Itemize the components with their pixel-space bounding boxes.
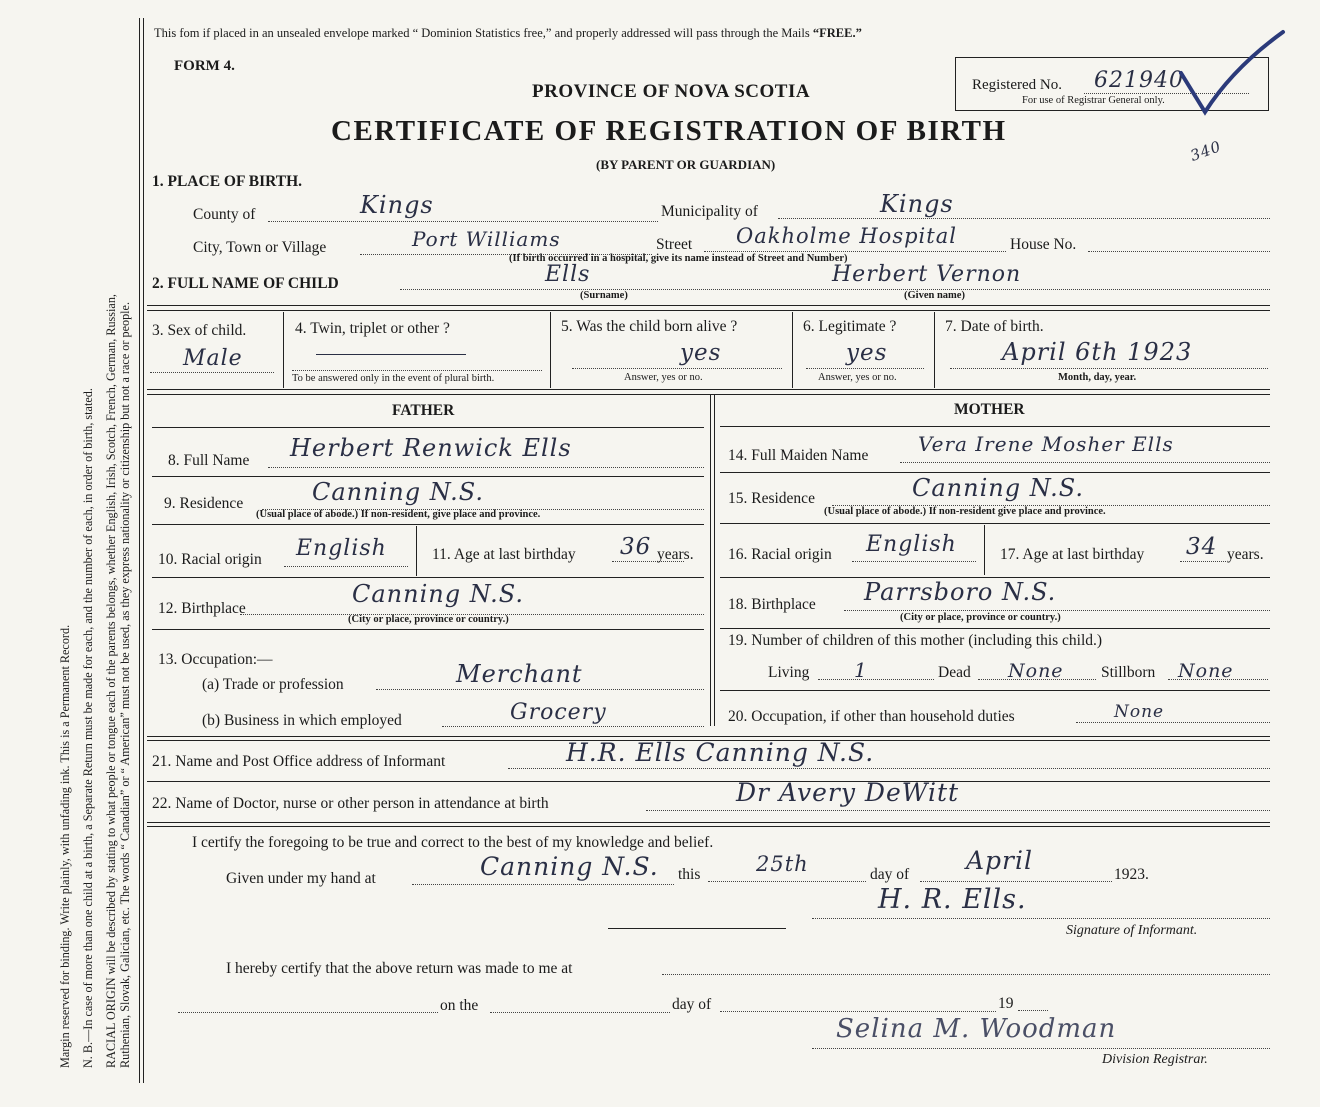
mother-name-dots: [900, 462, 1270, 463]
alive-label: 5. Was the child born alive ?: [561, 318, 738, 335]
registrar-year-prefix: 19: [998, 995, 1014, 1012]
informant-signature: H. R. Ells.: [878, 884, 1027, 915]
registrar-onthe-label: on the: [440, 997, 479, 1014]
child-name-label: 2. FULL NAME OF CHILD: [152, 275, 339, 292]
parents-divider-right: [714, 394, 715, 726]
father-trade-label: (a) Trade or profession: [202, 676, 344, 693]
mother-rule-1: [720, 472, 1270, 473]
col-div-3: [283, 312, 284, 388]
mother-rule-5: [720, 690, 1270, 691]
mother-years-label: years.: [1227, 546, 1264, 563]
rule-21: [147, 781, 1270, 782]
month-dots: [920, 881, 1112, 882]
father-residence-caption: (Usual place of abode.) If non-resident, give place and province.: [256, 509, 541, 520]
sex-dots: [150, 372, 274, 373]
house-dots: [1088, 251, 1270, 252]
rule-mid-2: [147, 394, 1270, 395]
father-rule-1: [152, 476, 704, 477]
registrar-place-dots: [662, 974, 1270, 975]
registrar-month-dots: [720, 1011, 996, 1012]
rule-lower-1: [147, 736, 1270, 737]
legitimate-dots: [806, 368, 924, 369]
mail-free-text: This fo​m if placed in an unsealed envelope marked “ Dominion Statistics free,” and properly addressed will pass through the Mails: [154, 26, 810, 40]
father-birthplace-caption: (City or place, province or country.): [348, 614, 509, 625]
col-div-4: [550, 312, 551, 388]
mother-race-dots: [852, 561, 976, 562]
child-given-name: Herbert Vernon: [832, 262, 1022, 287]
legitimate-caption: Answer, yes or no.: [818, 372, 897, 383]
this-label: this: [678, 866, 701, 883]
father-name-dots: [268, 467, 704, 468]
certificate-subtitle: (BY PARENT OR GUARDIAN): [596, 157, 776, 172]
registrar-dayof-label: day of: [672, 996, 712, 1013]
father-business-label: (b) Business in which employed: [202, 712, 402, 729]
mother-birthplace-caption: (City or place, province or country.): [900, 612, 1061, 623]
living-value: 1: [854, 658, 868, 682]
informant-signature-dots: [812, 918, 1270, 919]
doctor-value: Dr Avery DeWitt: [736, 778, 960, 807]
check-mark-icon: [1175, 28, 1290, 123]
sex-label: 3. Sex of child.: [152, 322, 247, 339]
county-dots: [268, 221, 658, 222]
child-surname: Ells: [545, 262, 591, 287]
year-value: 1923.: [1114, 866, 1149, 883]
living-dots: [818, 679, 934, 680]
father-occupation-label: 13. Occupation:—: [158, 651, 273, 668]
father-birthplace-value: Canning N.S.: [352, 580, 525, 608]
informant-signature-caption: Signature of Informant.: [1066, 923, 1198, 938]
rule-top-2: [147, 310, 1270, 311]
day-dots: [708, 881, 866, 882]
city-label: City, Town or Village: [193, 239, 327, 256]
informant-dots: [508, 768, 1270, 769]
father-residence-label: 9. Residence: [164, 495, 244, 512]
father-trade-value: Merchant: [456, 660, 583, 688]
mother-children-label: 19. Number of children of this mother (including this child.): [728, 632, 1103, 649]
registrar-caption: Division Registrar.: [1102, 1052, 1208, 1067]
mother-birthplace-label: 18. Birthplace: [728, 596, 816, 613]
father-name-value: Herbert Renwick Ells: [290, 434, 572, 462]
hospital-note: (If birth occurred in a hospital, give its name instead of Street and Number): [509, 253, 848, 264]
twin-dots: [292, 370, 542, 371]
alive-caption: Answer, yes or no.: [624, 372, 703, 383]
informant-label: 21. Name and Post Office address of Informant: [152, 753, 446, 770]
father-race-label: 10. Racial origin: [158, 551, 262, 568]
registrar-year-dots: [1018, 1010, 1048, 1011]
stillborn-value: None: [1178, 660, 1234, 682]
stillborn-label: Stillborn: [1101, 664, 1156, 681]
street-dots: [704, 251, 1006, 252]
mother-residence-caption: (Usual place of abode.) If non-resident give place and province.: [824, 506, 1106, 517]
sidebar-note-4: Ruthenian, Slovak, Galician, etc. The words “ Canadian” or “ American” must not be used, as they express nationality or citizenship but not a race or people.: [118, 301, 132, 1068]
dead-value: None: [1008, 660, 1064, 682]
father-rule-4: [152, 629, 704, 630]
certificate-title: CERTIFICATE OF REGISTRATION OF BIRTH: [331, 115, 1007, 147]
registrar-statement: I hereby certify that the above return was made to me at: [226, 960, 573, 977]
mother-residence-label: 15. Residence: [728, 490, 815, 507]
mother-age-dots: [1180, 561, 1226, 562]
father-business-dots: [442, 726, 704, 727]
mother-birthplace-value: Parrsboro N.S.: [864, 578, 1057, 606]
dob-label: 7. Date of birth.: [945, 318, 1044, 335]
sidebar-note-2: N. B.—In case of more than one child at a birth, a Separate Return must be made for each, and the number of each, in order of birth, stated.: [81, 388, 95, 1068]
rule-mid-1: [147, 389, 1270, 390]
mother-rule-2: [720, 523, 1270, 524]
form-number: FORM 4.: [174, 58, 235, 74]
father-heading: FATHER: [392, 402, 455, 419]
alive-value: yes: [680, 340, 722, 366]
mother-occupation-dots: [1076, 722, 1270, 723]
sex-value: Male: [183, 346, 243, 371]
registered-label: Registered No.: [972, 77, 1062, 93]
father-age-label: 11. Age at last birthday: [432, 546, 576, 563]
sidebar-note-3: RACIAL ORIGIN will be described by stating to what people or tongue each of the parents belongs, whether English, Irish, Scotch, French, German, Russian,: [104, 294, 118, 1068]
registrar-onthe-dots: [178, 1012, 438, 1013]
municipality-label: Municipality of: [661, 203, 758, 220]
registrar-signature-dots: [812, 1048, 1270, 1049]
twin-note: To be answered only in the event of plural birth.: [292, 373, 495, 384]
given-label: Given under my hand at: [226, 870, 376, 887]
certify-statement: I certify the foregoing to be true and correct to the best of my knowledge and belief.: [192, 834, 714, 851]
father-trade-dots: [376, 689, 704, 690]
father-residence-value: Canning N.S.: [312, 478, 485, 506]
dob-dots: [950, 368, 1268, 369]
registered-note: For use of Registrar General only.: [1022, 95, 1165, 106]
municipality-dots: [778, 218, 1270, 219]
county-label: County of: [193, 206, 256, 223]
parents-divider-left: [710, 394, 711, 726]
doctor-label: 22. Name of Doctor, nurse or other person in attendance at birth: [152, 795, 549, 812]
mother-race-value: English: [866, 532, 957, 557]
mail-free-bold: “FREE.”: [812, 26, 862, 40]
short-rule: [608, 928, 786, 929]
dead-label: Dead: [938, 664, 971, 681]
informant-value: H.R. Ells Canning N.S.: [566, 738, 875, 767]
mother-race-divider: [984, 525, 985, 575]
mother-occupation-value: None: [1114, 702, 1165, 722]
mother-birthplace-dots: [844, 610, 1270, 611]
month-value: April: [966, 846, 1033, 875]
father-race-dots: [284, 566, 408, 567]
day-value: 25th: [756, 852, 809, 876]
alive-dots: [572, 368, 782, 369]
city-value: Port Williams: [412, 227, 561, 251]
father-age-value: 36: [620, 534, 652, 560]
dayof-label: day of: [870, 866, 910, 883]
father-rule-3: [152, 577, 704, 578]
sidebar-note-1: Margin reserved for binding. Write plainly, with unfading ink. This is a Permanent Record.: [58, 624, 72, 1068]
mother-name-label: 14. Full Maiden Name: [728, 447, 869, 464]
rule-22a: [147, 822, 1270, 823]
mother-heading: MOTHER: [954, 401, 1025, 418]
father-years-label: years.: [657, 546, 694, 563]
province-heading: PROVINCE OF NOVA SCOTIA: [532, 81, 811, 102]
binding-margin-line-inner: [143, 18, 144, 1083]
father-race-value: English: [296, 536, 387, 561]
place-of-birth-heading: 1. PLACE OF BIRTH.: [152, 173, 303, 190]
registrar-day-dots: [490, 1012, 670, 1013]
registrar-signature: Selina M. Woodman: [836, 1014, 1117, 1044]
twin-label: 4. Twin, triplet or other ?: [295, 320, 450, 337]
father-race-divider: [416, 526, 417, 576]
dob-caption: Month, day, year.: [1058, 372, 1137, 383]
doctor-dots: [646, 810, 1270, 811]
mother-rule-0: [720, 426, 1270, 427]
municipality-value: Kings: [880, 190, 954, 218]
mother-age-label: 17. Age at last birthday: [1000, 546, 1145, 563]
father-birthplace-label: 12. Birthplace: [158, 600, 246, 617]
surname-caption: (Surname): [580, 290, 628, 301]
child-name-dots: [400, 289, 1270, 290]
col-div-5: [792, 312, 793, 388]
father-business-value: Grocery: [510, 700, 607, 725]
corner-mark: 340: [1187, 137, 1224, 165]
father-rule-0: [152, 427, 704, 428]
house-label: House No.: [1010, 236, 1077, 253]
twin-dash: [316, 354, 466, 355]
binding-margin-line: [139, 18, 140, 1083]
father-rule-2: [152, 524, 704, 525]
mother-race-label: 16. Racial origin: [728, 546, 832, 563]
father-name-label: 8. Full Name: [168, 452, 250, 469]
legitimate-label: 6. Legitimate ?: [803, 318, 897, 335]
mother-residence-value: Canning N.S.: [912, 474, 1085, 502]
mother-name-value: Vera Irene Mosher Ells: [918, 432, 1174, 456]
mother-rule-4: [720, 628, 1270, 629]
rule-22b: [147, 826, 1270, 827]
mother-age-value: 34: [1186, 534, 1218, 560]
living-label: Living: [768, 664, 810, 681]
mail-free-notice: [154, 26, 862, 41]
given-place-dots: [412, 884, 674, 885]
legitimate-value: yes: [846, 340, 888, 366]
mother-occupation-label: 20. Occupation, if other than household duties: [728, 708, 1015, 725]
street-label: Street: [656, 236, 693, 253]
dob-value: April 6th 1923: [1002, 338, 1193, 366]
county-value: Kings: [360, 191, 434, 219]
col-div-6: [934, 312, 935, 388]
given-place-value: Canning N.S.: [480, 852, 659, 881]
given-name-caption: (Given name): [904, 290, 965, 301]
street-value: Oakholme Hospital: [736, 224, 957, 248]
rule-top-1: [147, 305, 1270, 306]
registered-number: 621940: [1094, 68, 1184, 93]
